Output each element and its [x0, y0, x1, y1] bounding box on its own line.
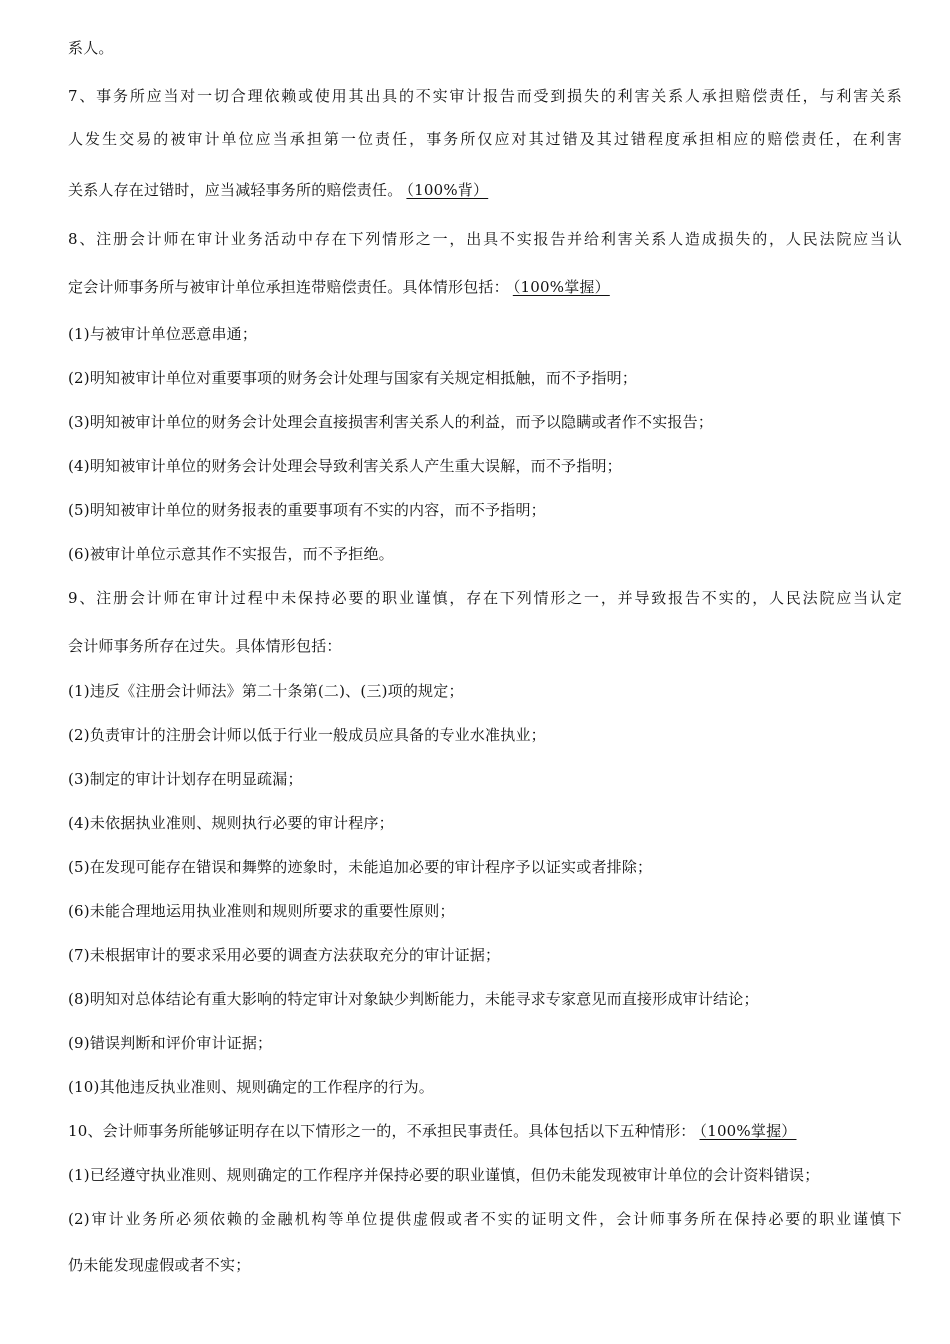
line-text: 7、事务所应当对一切合理依赖或使用其出具的不实审计报告而受到损失的利害关系人承担赔偿责任，与利害关系	[68, 87, 902, 105]
line-text: (4)明知被审计单位的财务会计处理会导致利害关系人产生重大误解，而不予指明；	[68, 457, 622, 475]
text-line	[68, 681, 464, 701]
text-line	[68, 1165, 819, 1185]
mastery-tag: （100%掌握）	[512, 278, 610, 296]
line-text: (1)违反《注册会计师法》第二十条第(二)、(三)项的规定；	[68, 682, 464, 700]
line-text: (5)明知被审计单位的财务报表的重要事项有不实的内容，而不予指明；	[68, 501, 546, 519]
text-line	[68, 324, 257, 344]
text-line	[68, 1209, 902, 1229]
line-text: (5)在发现可能存在错误和舞弊的迹象时，未能追加必要的审计程序予以证实或者排除；	[68, 858, 653, 876]
text-line	[68, 38, 114, 58]
text-line	[68, 1255, 250, 1275]
line-text: 关系人存在过错时，应当减轻事务所的赔偿责任。	[68, 181, 403, 199]
text-line	[68, 901, 455, 921]
line-text: (6)被审计单位示意其作不实报告，而不予拒绝。	[68, 545, 394, 563]
text-line	[68, 725, 546, 745]
text-line	[68, 412, 713, 432]
text-line	[68, 229, 902, 249]
line-text: (9)错误判断和评价审计证据；	[68, 1034, 273, 1052]
mastery-tag: （100%背）	[406, 181, 489, 199]
line-text: (1)已经遵守执业准则、规则确定的工作程序并保持必要的职业谨慎，但仍未能发现被审计单位的会计资料错误；	[68, 1166, 820, 1184]
line-text: (2)审计业务所必须依赖的金融机构等单位提供虚假或者不实的证明文件，会计师事务所在保持必要的职业谨慎下	[68, 1210, 902, 1228]
line-text: (3)明知被审计单位的财务会计处理会直接损害利害关系人的利益，而予以隐瞒或者作不实报告；	[68, 413, 714, 431]
line-text: 定会计师事务所与被审计单位承担连带赔偿责任。具体情形包括：	[68, 278, 509, 296]
line-text: 10、会计师事务所能够证明存在以下情形之一的，不承担民事责任。具体包括以下五种情形：	[68, 1122, 696, 1140]
text-line	[68, 544, 394, 564]
line-text: (3)制定的审计计划存在明显疏漏；	[68, 770, 303, 788]
text-line	[68, 813, 394, 833]
line-text: 仍未能发现虚假或者不实；	[68, 1256, 251, 1274]
text-line	[68, 945, 500, 965]
line-text: 人发生交易的被审计单位应当承担第一位责任，事务所仅应对其过错及其过错程度承担相应的赔偿责任，在利害	[68, 130, 902, 148]
text-line	[68, 989, 759, 1009]
line-text: 9、注册会计师在审计过程中未保持必要的职业谨慎，存在下列情形之一，并导致报告不实的，人民法院应当认定	[68, 589, 902, 607]
line-text: 8、注册会计师在审计业务活动中存在下列情形之一，出具不实报告并给利害关系人造成损失的，人民法院应当认	[68, 230, 902, 248]
line-text: (1)与被审计单位恶意串通；	[68, 325, 258, 343]
text-line	[68, 1121, 796, 1141]
text-line	[68, 636, 342, 656]
text-line	[68, 588, 902, 608]
text-line	[68, 368, 637, 388]
text-line	[68, 1077, 434, 1097]
line-text: (4)未依据执业准则、规则执行必要的审计程序；	[68, 814, 394, 832]
line-text: (6)未能合理地运用执业准则和规则所要求的重要性原则；	[68, 902, 455, 920]
line-text: (8)明知对总体结论有重大影响的特定审计对象缺少判断能力，未能寻求专家意见而直接形成审计结论；	[68, 990, 759, 1008]
text-line	[68, 769, 303, 789]
text-line	[68, 857, 652, 877]
text-line	[68, 277, 610, 297]
mastery-tag: （100%掌握）	[699, 1122, 797, 1140]
line-text: (2)负责审计的注册会计师以低于行业一般成员应具备的专业水准执业；	[68, 726, 546, 744]
line-text: (7)未根据审计的要求采用必要的调查方法获取充分的审计证据；	[68, 946, 501, 964]
text-line	[68, 1033, 272, 1053]
text-line	[68, 86, 902, 106]
text-line	[68, 129, 902, 149]
line-text: 系人。	[68, 39, 114, 57]
text-line	[68, 500, 546, 520]
line-text: 会计师事务所存在过失。具体情形包括：	[68, 637, 342, 655]
text-line	[68, 180, 488, 200]
text-line	[68, 456, 622, 476]
line-text: (2)明知被审计单位对重要事项的财务会计处理与国家有关规定相抵触，而不予指明；	[68, 369, 638, 387]
line-text: (10)其他违反执业准则、规则确定的工作程序的行为。	[68, 1078, 434, 1096]
